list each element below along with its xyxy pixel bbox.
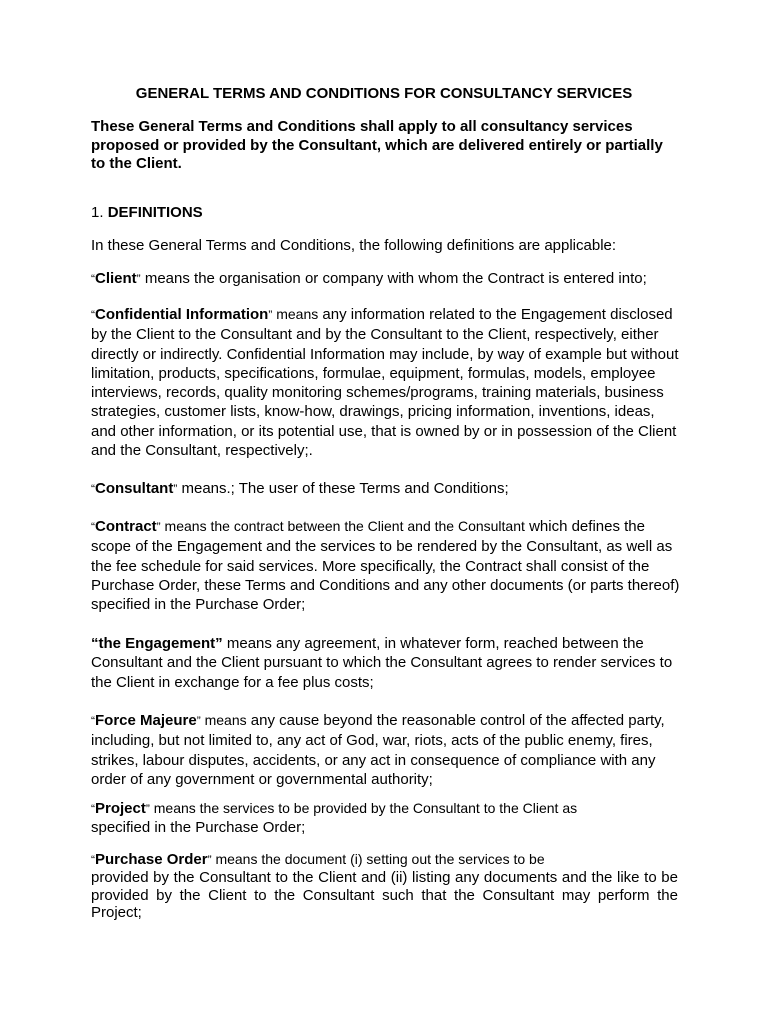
definition-first-line — [91, 800, 681, 819]
definition-connector: means the document (i) setting out the services to be — [211, 851, 545, 867]
definition-term: Client — [95, 270, 137, 287]
intro-paragraph: These General Terms and Conditions shall apply to all consultancy services proposed or provided by the Consultant, which are delivered entirely or partially to the Client. — [91, 118, 663, 172]
definition-text: any cause beyond the reasonable control of the affected party, including, but not limited to, any act of God, war, riots, acts of the public enemy, fires, strikes, labour disputes, accidents, or any act in consequence of compliance with any order of any government or governmental authority; — [91, 712, 665, 788]
definition-text: means the organisation or company with whom the Contract is entered into; — [140, 270, 647, 287]
definition-term: Consultant — [95, 480, 174, 497]
definition-force-majeure — [91, 711, 681, 789]
open-quote: “ — [91, 308, 95, 322]
close-quote: ” — [268, 308, 273, 322]
open-quote: “ — [91, 272, 95, 286]
open-quote: “ — [91, 802, 95, 816]
definition-connector: means — [200, 712, 247, 728]
lead-paragraph: In these General Terms and Conditions, the following definitions are applicable: — [91, 237, 617, 254]
definition-text: specified in the Purchase Order; — [91, 818, 306, 836]
open-quote: “ — [91, 482, 95, 496]
close-quote: ” — [136, 272, 141, 286]
definition-term: Confidential Information — [95, 306, 269, 323]
section-title: DEFINITIONS — [107, 204, 203, 221]
section-number: 1. — [91, 204, 104, 221]
definition-term: Contract — [95, 518, 157, 535]
definition-term: Force Majeure — [95, 712, 197, 729]
definition-term: “the Engagement” — [91, 635, 223, 652]
definition-connector: means the services to be provided by the Consultant to the Client as — [149, 800, 578, 816]
open-quote: “ — [91, 520, 95, 534]
document-title: GENERAL TERMS AND CONDITIONS FOR CONSULTANCY SERVICES — [135, 85, 633, 102]
definition-text: means any agreement, in whatever form, reached between the Consultant and the Client pursuant to which the Consultant agrees to render services to the Client in exchange for a fee plus costs; — [91, 635, 673, 691]
definition-project — [91, 800, 681, 836]
definition-connector: means — [272, 306, 319, 322]
definition-term: Project — [95, 800, 146, 817]
close-quote: ” — [156, 520, 161, 534]
definition-contract — [91, 517, 681, 614]
definition-text: any information related to the Engagement disclosed by the Client to the Consultant and by the Consultant to the Client, respectively, either directly or indirectly. Confidential Information may include, by way of example but without limitation, products, specifications, formulae, equipment, formulas, models, employee interviews, records, quality monitoring schemes/programs, training materials, business strategies, customer lists, know-how, drawings, pricing information, inventions, ideas, and other information, or its potential use, that is owned by or in possession of the Client and the Consultant, respectively;. — [91, 306, 679, 460]
definition-text: means.; The user of these Terms and Conditions; — [177, 480, 509, 497]
definition-consultant — [91, 479, 681, 499]
definition-connector: means the contract between the Client and the Consultant — [160, 518, 525, 534]
definition-confidential-information — [91, 305, 681, 460]
close-quote: ” — [145, 802, 150, 816]
definition-text: which defines the scope of the Engagement and the services to be rendered by the Consultant, as well as the fee schedule for said services. More specifically, the Contract shall consist of the Purchase Order, these Terms and Conditions and any other documents (or parts thereof) specified in the Purchase Order; — [91, 518, 680, 614]
close-quote: ” — [196, 714, 201, 728]
definition-first-line — [91, 851, 681, 869]
section-heading — [91, 203, 681, 222]
open-quote: “ — [91, 853, 95, 867]
definition-engagement — [91, 634, 681, 692]
close-quote: ” — [173, 482, 178, 496]
definition-purchase-order — [91, 851, 681, 921]
definition-term: Purchase Order — [95, 851, 208, 868]
definition-client — [91, 269, 681, 289]
definition-text: provided by the Consultant to the Client and (ii) listing any documents and the like to be provided by the Client to the Consultant such that the Consultant may perform the Project; — [91, 869, 678, 921]
close-quote: ” — [207, 853, 212, 867]
open-quote: “ — [91, 714, 95, 728]
